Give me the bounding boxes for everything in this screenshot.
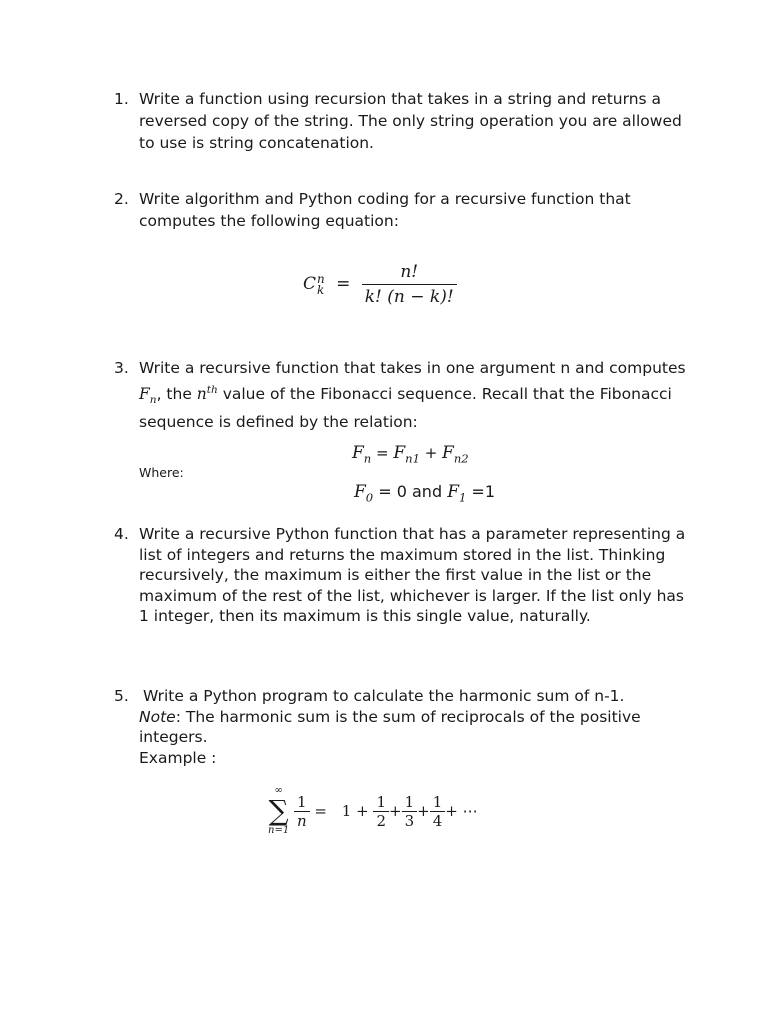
fraction-1-over-n: $\frac{1}{n}$ (294, 793, 310, 830)
question-text: Write a function using recursion that takes in a string and returns a reversed copy of the string. The only string operation you are allowed to use is string concatenation. (139, 90, 682, 152)
where-label: Where: (139, 465, 184, 480)
question-number: 5. (114, 687, 129, 705)
sigma-symbol: ∑ (268, 794, 289, 827)
question-4 (114, 524, 694, 627)
equals-sign: = (336, 274, 351, 294)
question-text: Write a recursive function that takes in one argument n and computes $F_n$, the $n^{th}$ value of the Fibonacci sequence. Recall that the Fibonacci sequence is defined by the relation: (139, 359, 686, 432)
question-number: 1. (114, 90, 129, 108)
question-line: Write a Python program to calculate the harmonic sum of n-1. (143, 687, 625, 705)
fibonacci-initial-values: $F_0 = 0$ and $F_1 =1$ (354, 482, 496, 505)
denominator: k! (n − k)! (362, 284, 457, 307)
question-5 (114, 686, 694, 768)
question-text (143, 686, 694, 707)
example-label: Example : (139, 748, 217, 767)
question-text: Write algorithm and Python coding for a recursive function that computes the following equation: (139, 190, 631, 230)
question-3 (114, 357, 694, 433)
question-1 (114, 88, 694, 154)
fraction-one-quarter: $\frac{1}{4}$ (430, 793, 446, 830)
fraction-one-half: $\frac{1}{2}$ (373, 793, 389, 830)
question-number: 3. (114, 359, 129, 377)
note-label: Note (139, 707, 176, 726)
summation: ∞ ∑ n=1 (268, 785, 290, 836)
combination-fraction (362, 262, 457, 307)
harmonic-sum-equation: ∞ ∑ n=1 $\frac{1}{n}$ = 1 + $\frac{1}{2}$ + $\frac{1}{3}$ + $\frac{1}{4}$ + ⋯ (268, 785, 478, 836)
question-text: Write a recursive Python function that has a parameter representing a list of integers and returns the maximum stored in the list. Thinking recursively, the maximum is either the first value in the list or the maximum of the rest of the list, whichever is larger. If the list only has 1 integer, then its maximum is this single value, naturally. (139, 525, 686, 625)
combination-equation (303, 262, 457, 307)
question-number: 4. (114, 525, 129, 543)
note-line: Note: The harmonic sum is the sum of reciprocals of the positive integers. (139, 707, 641, 746)
numerator: n! (400, 262, 419, 282)
fibonacci-relation: $F_n = F_{n1} + F_{n2}$ (352, 443, 469, 466)
combination-symbol: C n k (303, 271, 325, 297)
question-2 (114, 188, 694, 232)
fraction-one-third: $\frac{1}{3}$ (402, 793, 418, 830)
nth-symbol: $n^{th}$ (196, 384, 218, 404)
question-number: 2. (114, 190, 129, 208)
fn-symbol: $F_n$ (139, 385, 157, 407)
